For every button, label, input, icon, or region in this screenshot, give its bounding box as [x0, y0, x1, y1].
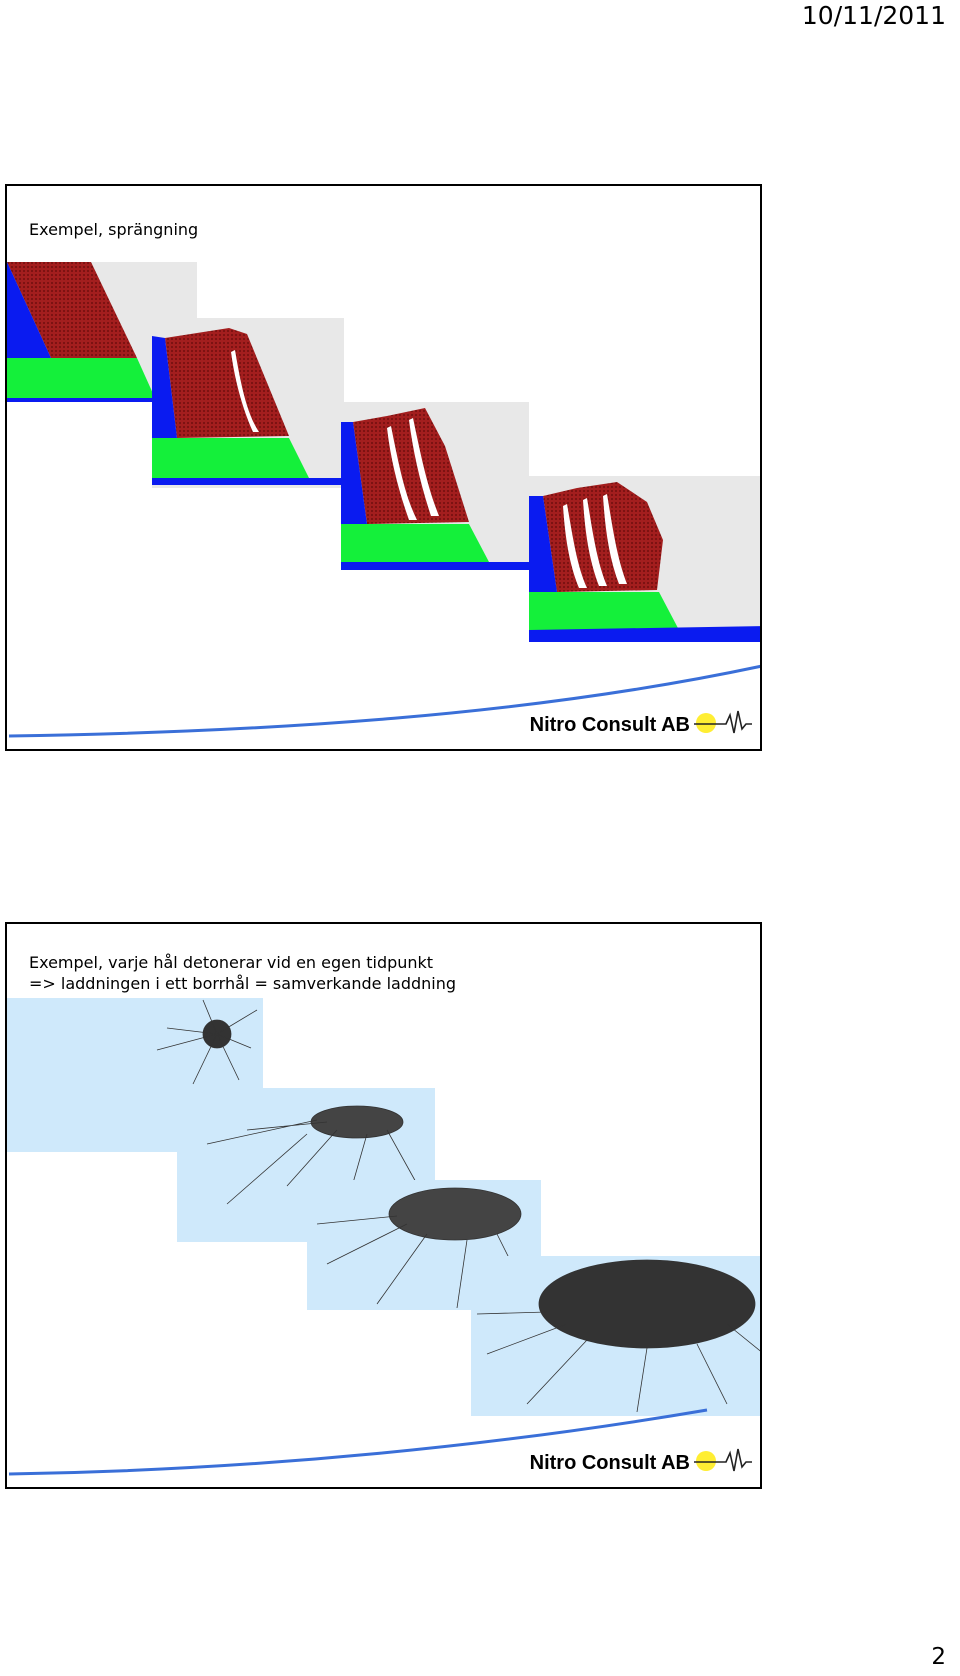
- header-date: 10/11/2011: [801, 1, 946, 30]
- blast-frame-2: [152, 318, 344, 488]
- slide-detonation-example: [5, 922, 762, 1489]
- brand-name: Nitro Consult AB: [529, 1452, 690, 1474]
- blast-frame-3: [341, 402, 529, 570]
- blast-frame-4: [529, 476, 762, 642]
- slide-title-line: Exempel, sprängning: [29, 220, 199, 239]
- slide-blasting-example: [5, 184, 762, 751]
- slide-title-line: => laddningen i ett borrhål = samverkande laddning: [29, 974, 457, 993]
- crack-propagation-figure: [7, 924, 762, 1489]
- blasting-sequence-figure: [7, 186, 762, 751]
- nitro-consult-logo-icon: [692, 1445, 754, 1477]
- crack-frame-4: [471, 1256, 762, 1416]
- page-number: 2: [931, 1644, 946, 1670]
- slide-title-line: Exempel, varje hål detonerar vid en egen tidpunkt: [29, 953, 434, 972]
- nitro-consult-logo-icon: [692, 707, 754, 739]
- brand-name: Nitro Consult AB: [529, 714, 690, 736]
